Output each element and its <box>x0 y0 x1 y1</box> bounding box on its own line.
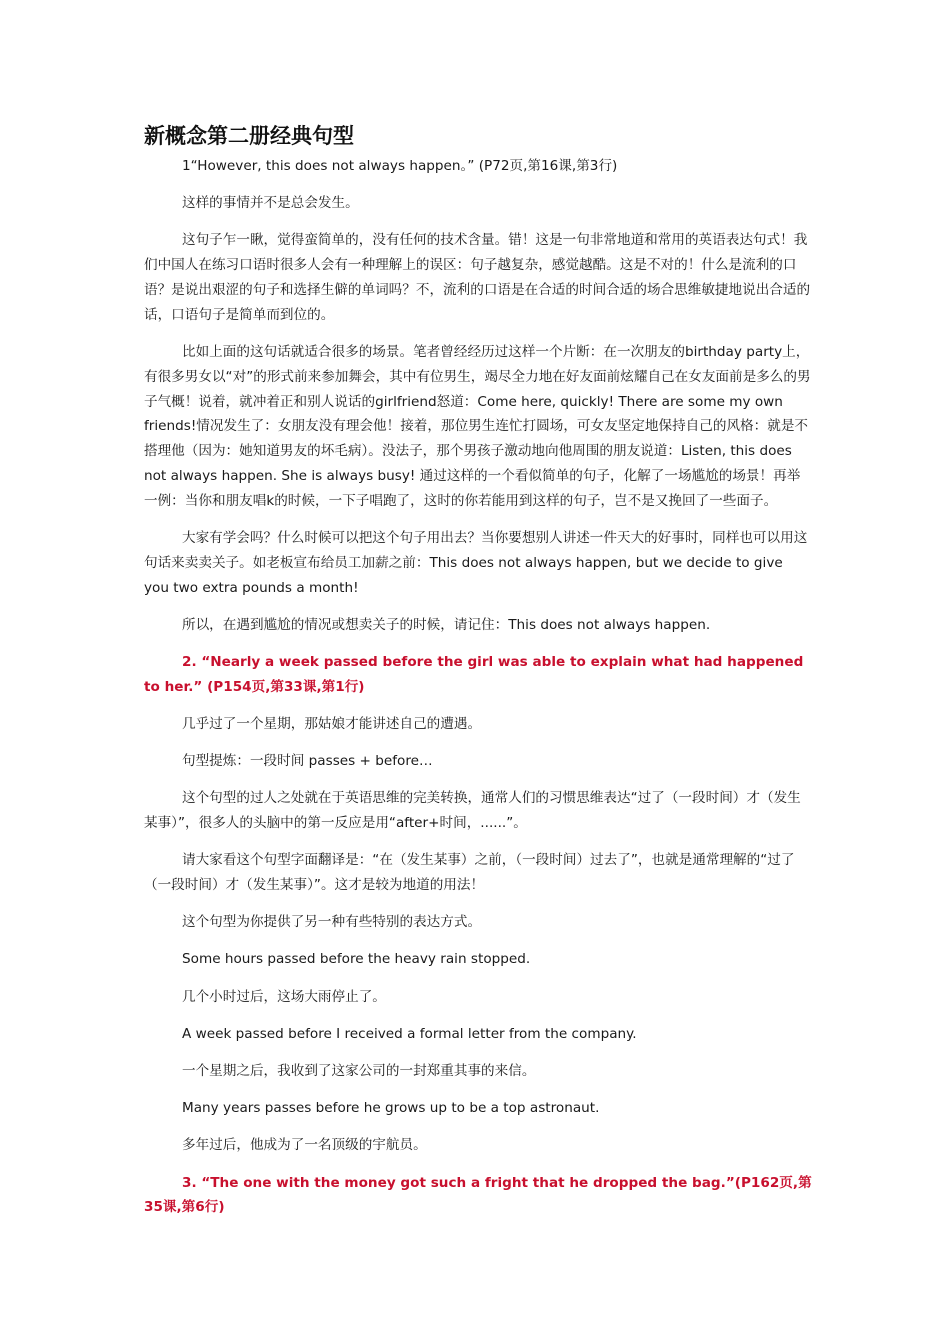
example-translation: 多年过后，他成为了一名顶级的宇航员。 <box>182 1137 427 1154</box>
paragraph: 这个句型的过人之处就在于英语思维的完美转换，通常人们的习惯思维表达“过了（一段时间）才（发生某事）”，很多人的头脑中的第一反应是用“after+时间，......”。 <box>144 790 801 832</box>
example-sentence: Some hours passed before the heavy rain stopped. <box>182 951 531 968</box>
pattern-summary: 句型提炼：一段时间 passes + before… <box>182 753 433 770</box>
document-page <box>144 122 812 1220</box>
example-translation: 几个小时过后，这场大雨停止了。 <box>182 988 386 1005</box>
example-sentence: Many years passes before he grows up to be a top astronaut. <box>182 1100 600 1117</box>
paragraph: 这个句型为你提供了另一种有些特别的表达方式。 <box>182 914 482 931</box>
sentence-2-heading: 2. “Nearly a week passed before the girl was able to explain what had happened to her.” (P154页,第33课,第1行) <box>144 653 804 695</box>
paragraph: 请大家看这个句型字面翻译是：“在（发生某事）之前，（一段时间）过去了”，也就是通常理解的“过了（一段时间）才（发生某事）”。这才是较为地道的用法！ <box>144 852 795 894</box>
example-translation: 一个星期之后，我收到了这家公司的一封郑重其事的来信。 <box>182 1062 536 1079</box>
sentence-2-translation: 几乎过了一个星期，那姑娘才能讲述自己的遭遇。 <box>182 715 482 732</box>
paragraph: 比如上面的这句话就适合很多的场景。笔者曾经经历过这样一个片断：在一次朋友的birthday party上，有很多男女以“对”的形式前来参加舞会，其中有位男生，竭尽全力地在好友面前炫耀自己在女友面前是多么的男子气概！说着，就冲着正和别人说话的girlfriend怒道：Come here, quickly! There are some my own friends!情况发生了：女朋友没有理会他！接着，那位男生连忙打圆场，可女友坚定地保持自己的风格：就是不搭理他（因为：她知道男友的坏毛病）。没法子，那个男孩子激动地向他周围的朋友说道：Listen, this does not always happen. She is always busy! 通过这样的一个看似简单的句子，化解了一场尴尬的场景！再举一例：当你和朋友唱k的时候，一下子唱跑了，这时的你若能用到这样的句子，岂不是又挽回了一些面子。 <box>144 343 811 509</box>
paragraph: 所以，在遇到尴尬的情况或想卖关子的时候，请记住：This does not always happen. <box>182 616 711 633</box>
document-title: 新概念第二册经典句型 <box>144 123 354 148</box>
paragraph: 这句子乍一瞅，觉得蛮简单的，没有任何的技术含量。错！这是一句非常地道和常用的英语表达句式！我们中国人在练习口语时很多人会有一种理解上的误区：句子越复杂，感觉越酷。这是不对的！什么是流利的口语？是说出艰涩的句子和选择生僻的单词吗？不，流利的口语是在合适的时间合适的场合思维敏捷地说出合适的话，口语句子是简单而到位的。 <box>144 232 811 323</box>
sentence-3-heading: 3. “The one with the money got such a fright that he dropped the bag.”(P162页,第35课,第6行) <box>144 1174 812 1216</box>
sentence-1-heading: 1“However, this does not always happen。” (P72页,第16课,第3行) <box>182 158 618 174</box>
sentence-1-translation: 这样的事情并不是总会发生。 <box>182 195 359 212</box>
paragraph: 大家有学会吗？什么时候可以把这个句子用出去？当你要想别人讲述一件天大的好事时，同样也可以用这句话来卖卖关子。如老板宣布给员工加薪之前：This does not always happen, but we decide to give you two extra pounds a month! <box>144 529 808 596</box>
example-sentence: A week passed before I received a formal letter from the company. <box>182 1025 637 1042</box>
